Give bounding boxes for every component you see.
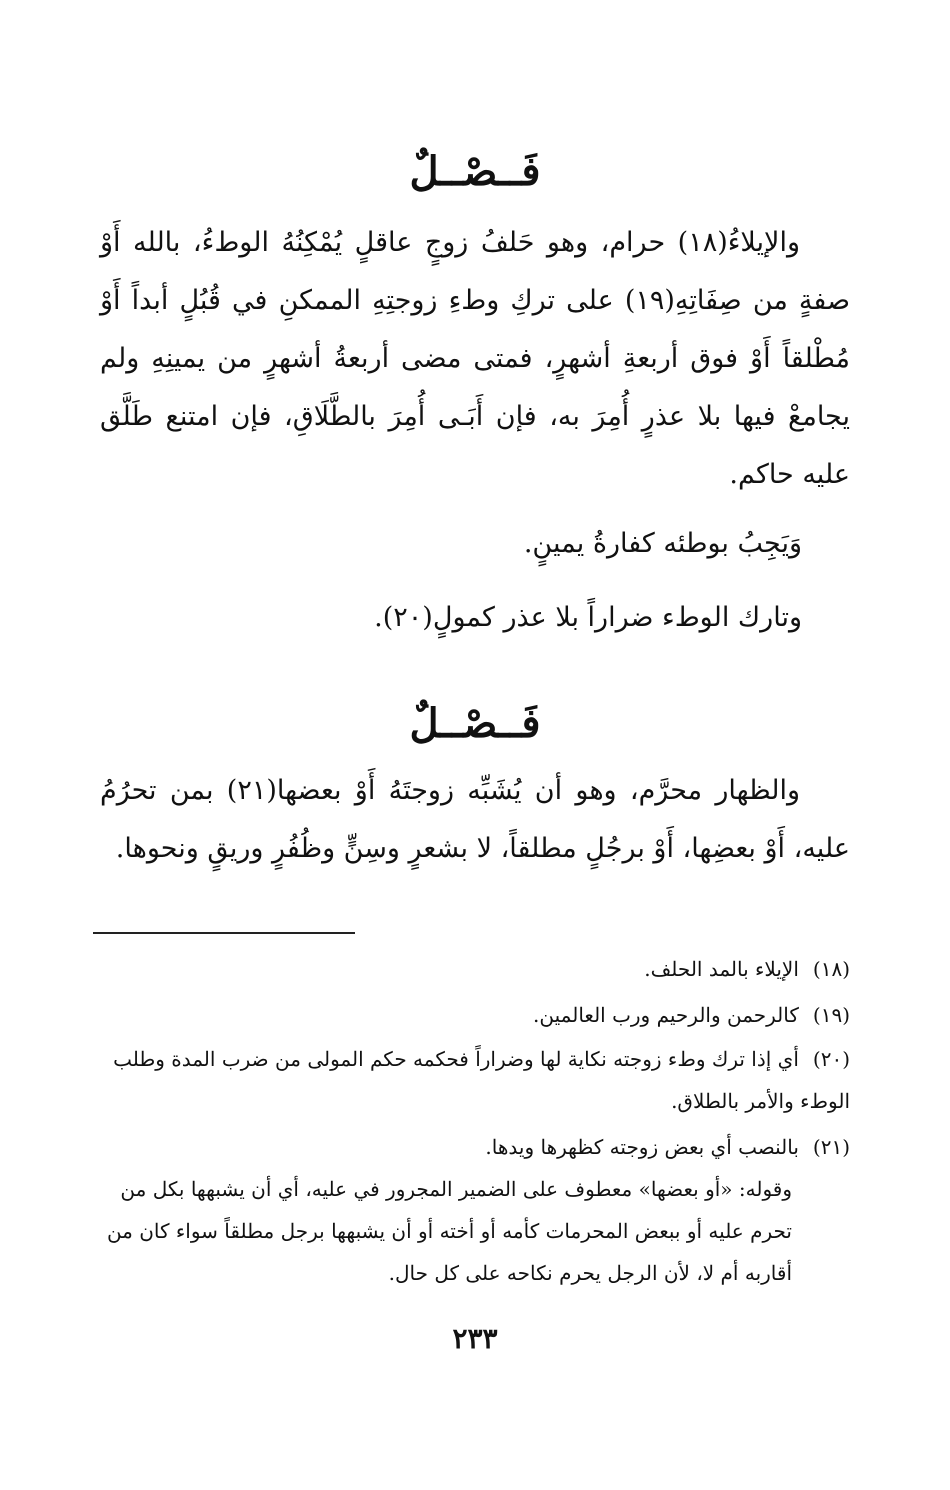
footnote-number: (٢١) (812, 1135, 850, 1159)
tarik-line: وتارك الوطء ضراراً بلا عذر كمولٍ(٢٠). (374, 602, 802, 633)
footnote (100, 994, 850, 1036)
footnote-divider (93, 932, 355, 934)
footnote-number: (٢٠) (812, 1047, 850, 1071)
section-heading: فَــصْــلٌ (409, 148, 541, 195)
zihar-paragraph: والظهار محرَّم، وهو أن يُشَبِّه زوجتَهُ أَوْ بعضها(٢١) بمن تحرُمُ عليه، أَوْ بعضِها، أَوْ برجُلٍ مطلقاً، لا بشعرٍ وسِنٍّ وظُفُرٍ وريقٍ ونحوها. (100, 775, 850, 864)
footnote-text: وقوله: «أو بعضها» معطوف على الضمير المجرور في عليه، أي أن يشبهها بكل من تحرم عليه أو ببعض المحرمات كأمه أو أخته أو أن يشبهها برجل مطلقاً سواء كان من أقاربه أم لا، لأن الرجل يحرم نكاحه على كل حال. (106, 1177, 792, 1285)
footnote (100, 948, 850, 990)
kaffara-line: وَيَجِبُ بوطئه كفارةُ يمينٍ. (523, 528, 802, 559)
footnote-text: بالنصب أي بعض زوجته كظهرها ويدها. (485, 1135, 799, 1159)
page-number: ٢٣٣ (452, 1322, 498, 1355)
footnote-text: الإيلاء بالمد الحلف. (644, 957, 799, 981)
footnote-text: أي إذا ترك وطء زوجته نكاية لها وضراراً فحكمه حكم المولى من ضرب المدة وطلب الوطء والأمر بالطلاق. (113, 1047, 850, 1113)
footnote-continuation (100, 1168, 850, 1294)
ila-paragraph: والإيلاءُ(١٨) حرام، وهو حَلفُ زوجٍ عاقلٍ يُمْكِنُهُ الوطءُ، بالله أَوْ صفةٍ من صِفَاتِهِ(١٩) على تركِ وطءِ زوجتِهِ الممكنِ في قُبُلٍ أبداً أَوْ مُطْلقاً أَوْ فوق أربعةِ أشهرٍ، فمتى مضى أربعةُ أشهرٍ من يمينِهِ ولم يجامعْ فيها بلا عذرٍ أُمِرَ به، فإن أَبَـى أُمِرَ بالطَّلَاقِ، فإن امتنع طَلَّق عليه حاكم. (100, 227, 850, 490)
footnote (100, 1038, 850, 1122)
footnote-number: (١٩) (812, 1003, 850, 1027)
footnote-text: كالرحمن والرحيم ورب العالمين. (533, 1003, 799, 1027)
footnote (100, 1126, 850, 1168)
footnote-number: (١٨) (812, 957, 850, 981)
section-heading: فَــصْــلٌ (409, 700, 541, 747)
